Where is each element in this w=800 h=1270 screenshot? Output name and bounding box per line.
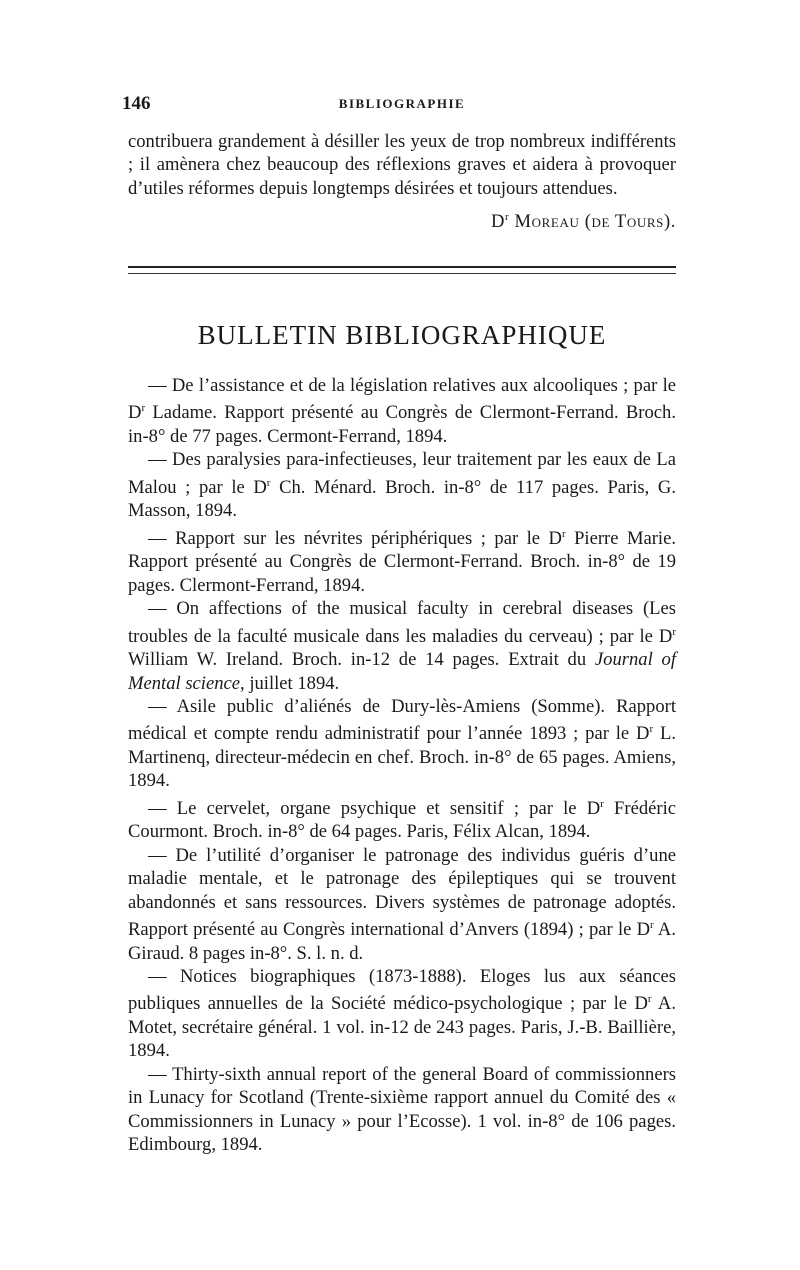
bibliography-entry: — Le cervelet, organe psychique et sensitif ; par le $D^r$ Frédéric Courmont. Broch. in-8° de 64 pages. Paris, Félix Alcan, 1894. [128, 797, 676, 843]
bibliography-entry: — Notices biographiques (1873-1888). Eloges lus aux séances publiques annuelles de la Société médico-psychologique ; par le $D^r$ A. Motet, secrétaire général. 1 vol. in-12 de 243 pages. Paris, J.-B. Baillière, 1894. [128, 966, 677, 1062]
bibliography-list [128, 374, 676, 1157]
bibliography-entry: — On affections of the musical faculty in cerebral diseases (Les troubles de la faculté musicale dans les maladies du cerveau) ; par le $D^r$ William W. Ireland. Broch. in-12 de 14 pages. Extrait du Journal of Mental science, juillet 1894. [128, 598, 676, 694]
bibliography-entry: — De l’utilité d’organiser le patronage des individus guéris d’une maladie mentale, et le patronage des épileptiques qui se trouvent abandonnés et sans ressources. Divers systèmes de patronage adoptés. Rapport présenté au Congrès international d’Anvers (1894) ; par le $D^r$ A. Giraud. 8 pages in-8°. S. l. n. d. [128, 844, 676, 964]
intro-section [128, 130, 676, 234]
page-header [122, 93, 676, 119]
bibliography-entry: — Des paralysies para-infectieuses, leur traitement par les eaux de La Malou ; par le $D^r$ Ch. Ménard. Broch. in-8° de 117 pages. Paris, G. Masson, 1894. [128, 449, 676, 522]
author-signature [128, 206, 676, 234]
bibliography-entry: — Rapport sur les névrites périphériques ; par le $D^r$ Pierre Marie. Rapport présenté au Congrès de Clermont-Ferrand. Broch. in-8° de 19 pages. Clermont-Ferrand, 1894. [128, 527, 676, 596]
intro-paragraph: contribuera grandement à désiller les yeux de trop nombreux indifférents ; il amènera chez beaucoup des réflexions graves et aidera à provoquer d’utiles réformes depuis longtemps désirées et toujours attendues. [128, 131, 676, 199]
bibliography-entry: — De l’assistance et de la législation relatives aux alcooliques ; par le $D^r$ Ladame. Rapport présenté au Congrès de Clermont-Ferrand. Broch. in-8° de 77 pages. Cermont-Ferrand, 1894. [128, 375, 676, 447]
running-head: BIBLIOGRAPHIE [338, 96, 466, 111]
page-number: 146 [122, 93, 151, 114]
bibliography-entry: — Asile public d’aliénés de Dury-lès-Amiens (Somme). Rapport médical et compte rendu administratif pour l’année 1893 ; par le $D^r$ L. Martinenq, directeur-médecin en chef. Broch. in-8° de 65 pages. Amiens, 1894. [128, 696, 676, 792]
signature-name: Moreau (de Tours). [514, 211, 676, 233]
bibliography-entry: — Thirty-sixth annual report of the general Board of commissionners in Lunacy for Scotland (Trente-sixième rapport annuel du Comité des « Commissionners in Lunacy » pour l’Ecosse). 1 vol. in-8° de 106 pages. Edimbourg, 1894. [128, 1063, 676, 1156]
section-divider [128, 266, 676, 274]
section-title: BULLETIN BIBLIOGRAPHIQUE [197, 320, 607, 350]
journal-title: Journal of Mental science [128, 649, 676, 694]
signature-title: $D^r$ [490, 211, 510, 233]
